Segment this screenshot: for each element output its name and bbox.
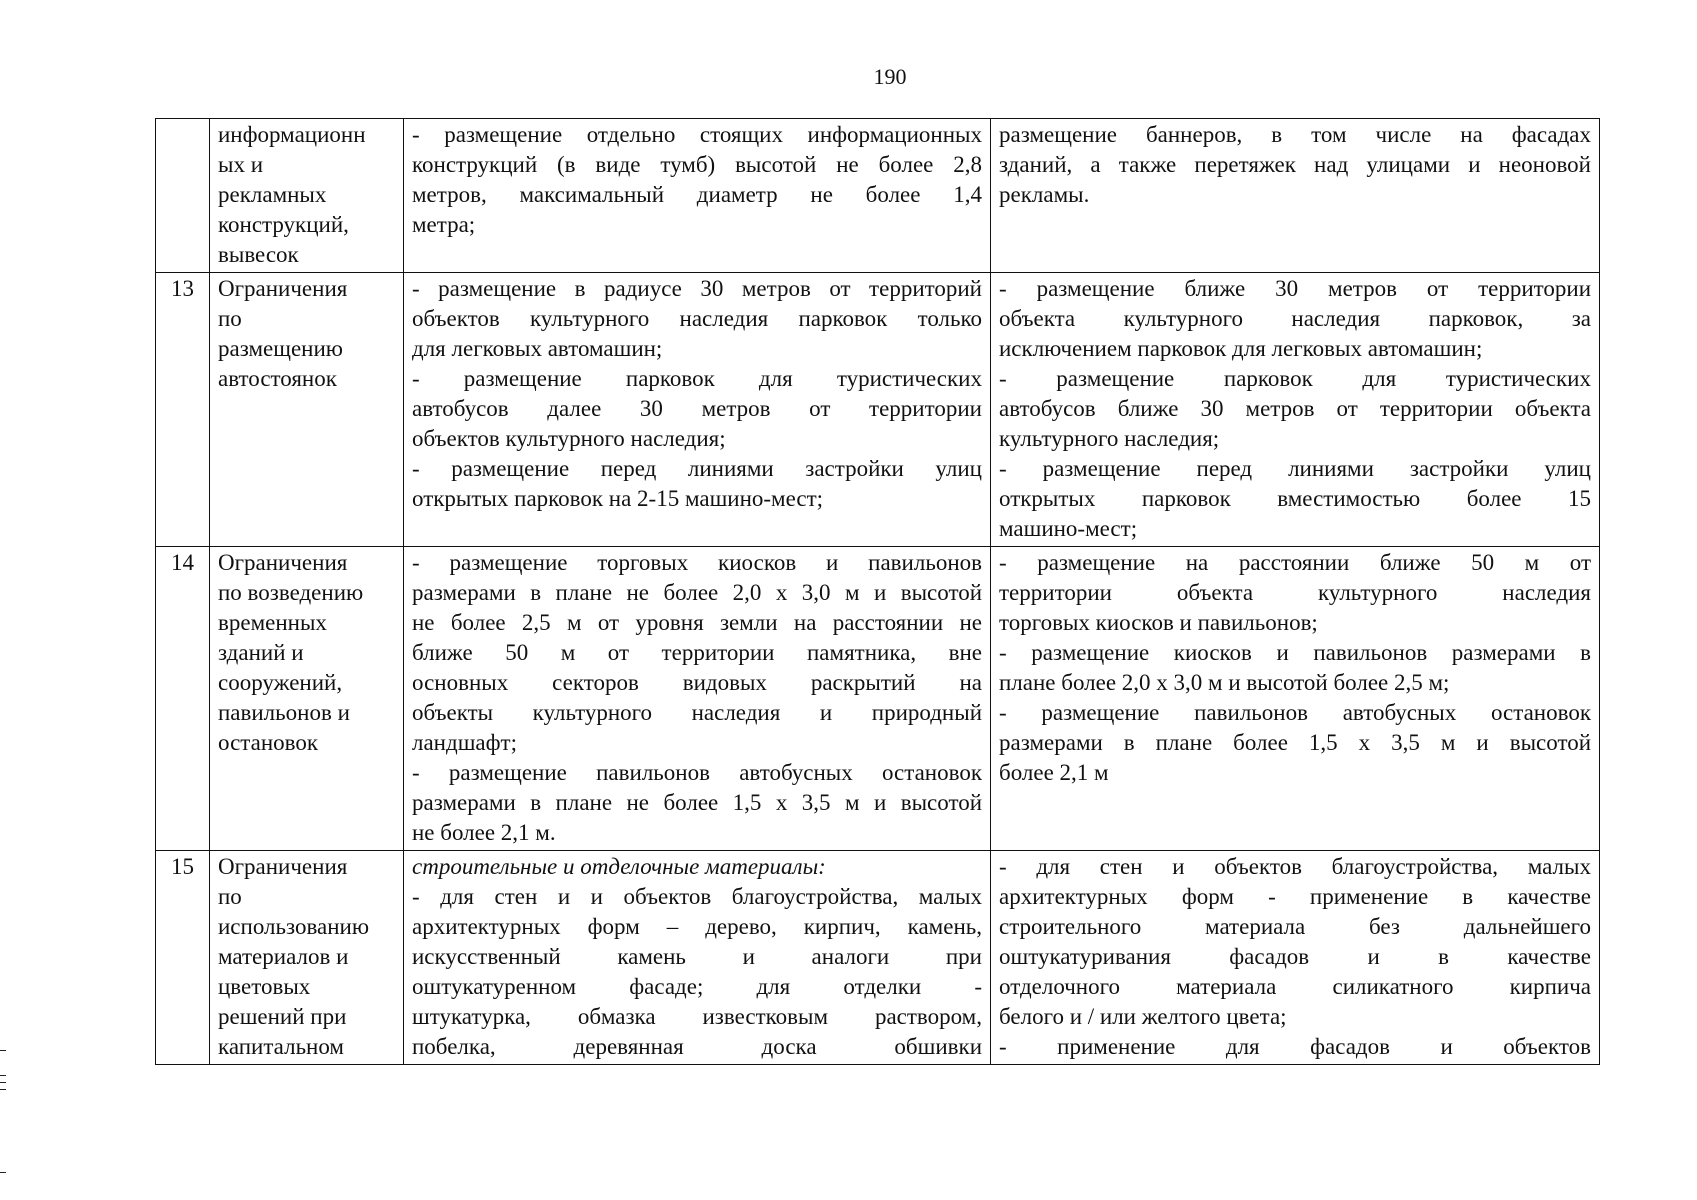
allowed-line: метра; [412, 212, 476, 237]
allowed-line: ландшафт; [412, 730, 517, 755]
table-row [156, 547, 1600, 851]
topic-line: информационн [218, 122, 366, 147]
prohibited-line: размерами в плане более 1,5 x 3,5 м и высотой [999, 730, 1591, 755]
allowed-line: - размещение перед линиями застройки улиц [412, 456, 982, 481]
prohibited-line: размещение баннеров, в том числе на фасадах [999, 122, 1591, 147]
prohibited-line: - размещение на расстоянии ближе 50 м от [999, 550, 1591, 575]
allowed-line: ближе 50 м от территории памятника, вне [412, 640, 982, 665]
allowed-line: - размещение парковок для туристических [412, 366, 982, 391]
allowed-line: объекты культурного наследия и природный [412, 700, 982, 725]
table-row [156, 273, 1600, 547]
allowed-line: - размещение торговых киосков и павильонов [412, 550, 982, 575]
topic-line: капитальном [218, 1034, 344, 1059]
prohibited-line: - размещение ближе 30 метров от территории [999, 276, 1591, 301]
topic-line: зданий и [218, 640, 304, 665]
allowed-line: не более 2,5 м от уровня земли на расстоянии не [412, 610, 982, 635]
allowed-line: конструкций (в виде тумб) высотой не более 2,8 [412, 152, 982, 177]
prohibited-line: оштукатуривания фасадов и в качестве [999, 944, 1591, 969]
prohibited-line: - размещение киосков и павильонов размерами в [999, 640, 1591, 665]
margin-mark [0, 1082, 6, 1083]
allowed-line: архитектурных форм – дерево, кирпич, камень, [412, 914, 982, 939]
allowed-cell [404, 273, 991, 547]
allowed-cell [404, 547, 991, 851]
topic-line: по [218, 884, 242, 909]
allowed-cell [404, 119, 991, 273]
prohibited-line: исключением парковок для легковых автомашин; [999, 336, 1483, 361]
prohibited-line: архитектурных форм - применение в качестве [999, 884, 1591, 909]
topic-line: ых и [218, 152, 264, 177]
prohibited-line: белого и / или желтого цвета; [999, 1004, 1287, 1029]
prohibited-line: рекламы. [999, 182, 1090, 207]
topic-line: материалов и [218, 944, 349, 969]
allowed-line: искусственный камень и аналоги при [412, 944, 982, 969]
topic-line: решений при [218, 1004, 347, 1029]
allowed-line: - размещение отдельно стоящих информационных [412, 122, 982, 147]
allowed-line: объектов культурного наследия парковок только [412, 306, 982, 331]
topic-line: цветовых [218, 974, 311, 999]
margin-mark [0, 1050, 6, 1051]
topic-line: вывесок [218, 242, 299, 267]
row-number: 14 [156, 547, 210, 851]
row-number: 15 [156, 851, 210, 1065]
page-number: 190 [873, 64, 907, 89]
topic-line: сооружений, [218, 670, 343, 695]
prohibited-line: отделочного материала силикатного кирпича [999, 974, 1591, 999]
prohibited-line: плане более 2,0 x 3,0 м и высотой более 2,5 м; [999, 670, 1450, 695]
row-number: 13 [156, 273, 210, 547]
allowed-line: не более 2,1 м. [412, 820, 556, 845]
prohibited-line: - размещение парковок для туристических [999, 366, 1591, 391]
allowed-line: для легковых автомашин; [412, 336, 663, 361]
prohibited-cell [991, 273, 1600, 547]
prohibited-line: - применение для фасадов и объектов [999, 1034, 1591, 1059]
table-row [156, 851, 1600, 1065]
topic-line: по возведению [218, 580, 364, 605]
prohibited-cell [991, 119, 1600, 273]
allowed-line: открытых парковок на 2-15 машино-мест; [412, 486, 824, 511]
margin-mark [0, 1089, 6, 1090]
allowed-line: объектов культурного наследия; [412, 426, 726, 451]
topic-line: временных [218, 610, 327, 635]
prohibited-cell [991, 851, 1600, 1065]
topic-line: остановок [218, 730, 319, 755]
topic-line: использованию [218, 914, 370, 939]
allowed-line: - для стен и и объектов благоустройства, малых [412, 884, 982, 909]
row-number [156, 119, 210, 273]
topic-line: Ограничения [218, 276, 348, 301]
restriction-topic [210, 119, 404, 273]
margin-mark [0, 1172, 6, 1173]
topic-line: Ограничения [218, 854, 348, 879]
prohibited-line: территории объекта культурного наследия [999, 580, 1591, 605]
restriction-topic [210, 273, 404, 547]
allowed-line: размерами в плане не более 1,5 x 3,5 м и высотой [412, 790, 982, 815]
allowed-line: автобусов далее 30 метров от территории [412, 396, 982, 421]
prohibited-line: открытых парковок вместимостью более 15 [999, 486, 1591, 511]
topic-line: рекламных [218, 182, 327, 207]
topic-line: павильонов и [218, 700, 350, 725]
allowed-line: побелка, деревянная доска обшивки [412, 1034, 982, 1059]
prohibited-line: более 2,1 м [999, 760, 1109, 785]
topic-line: конструкций, [218, 212, 349, 237]
regulations-table [155, 118, 1600, 1065]
allowed-cell [404, 851, 991, 1065]
prohibited-line: строительного материала без дальнейшего [999, 914, 1591, 939]
allowed-line: метров, максимальный диаметр не более 1,4 [412, 182, 982, 207]
topic-line: по [218, 306, 242, 331]
prohibited-line: - размещение перед линиями застройки улиц [999, 456, 1591, 481]
allowed-line: оштукатуренном фасаде; для отделки - [412, 974, 982, 999]
prohibited-line: зданий, а также перетяжек над улицами и неоновой [999, 152, 1591, 177]
topic-line: размещению [218, 336, 343, 361]
allowed-line: размерами в плане не более 2,0 x 3,0 м и высотой [412, 580, 982, 605]
allowed-line: штукатурка, обмазка известковым раствором, [412, 1004, 982, 1029]
allowed-line: - размещение в радиусе 30 метров от территорий [412, 276, 982, 301]
margin-mark [0, 1075, 6, 1076]
restriction-topic [210, 547, 404, 851]
materials-heading: строительные и отделочные материалы: [412, 854, 826, 879]
prohibited-line: торговых киосков и павильонов; [999, 610, 1318, 635]
prohibited-cell [991, 547, 1600, 851]
allowed-line: - размещение павильонов автобусных остановок [412, 760, 982, 785]
topic-line: автостоянок [218, 366, 337, 391]
prohibited-line: - размещение павильонов автобусных остановок [999, 700, 1591, 725]
prohibited-line: машино-мест; [999, 516, 1138, 541]
prohibited-line: - для стен и объектов благоустройства, малых [999, 854, 1591, 879]
restriction-topic [210, 851, 404, 1065]
prohibited-line: объекта культурного наследия парковок, за [999, 306, 1591, 331]
prohibited-line: культурного наследия; [999, 426, 1220, 451]
allowed-line: основных секторов видовых раскрытий на [412, 670, 982, 695]
table-row [156, 119, 1600, 273]
prohibited-line: автобусов ближе 30 метров от территории объекта [999, 396, 1591, 421]
topic-line: Ограничения [218, 550, 348, 575]
